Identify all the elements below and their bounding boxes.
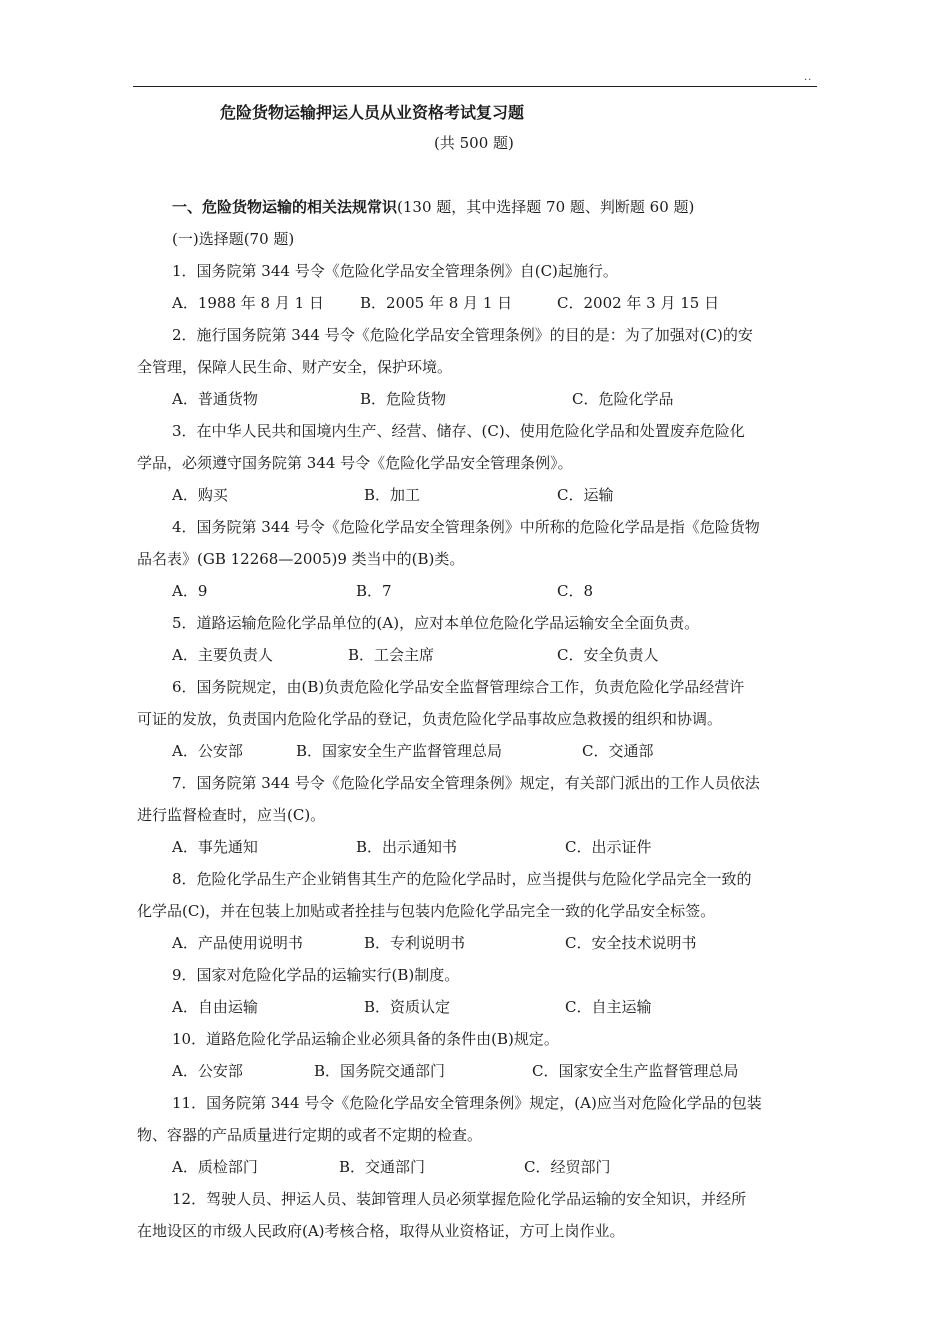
document-subtitle: (共 500 题): [434, 134, 514, 152]
question-stem: 9．国家对危险化学品的运输实行(B)制度。: [172, 966, 460, 984]
question-stem: 4．国务院第 344 号令《危险化学品安全管理条例》中所称的危险化学品是指《危险货物: [172, 518, 760, 536]
answer-option: C．国家安全生产监督管理总局: [532, 1062, 739, 1080]
answer-option: C．2002 年 3 月 15 日: [557, 294, 720, 312]
answer-option: B．出示通知书: [356, 838, 458, 856]
section-heading-bold: 一、危险货物运输的相关法规常识: [172, 198, 398, 216]
answer-option: C．危险化学品: [572, 390, 674, 408]
question-stem-continuation: 在地设区的市级人民政府(A)考核合格，取得从业资格证，方可上岗作业。: [137, 1222, 625, 1240]
answer-option: C．经贸部门: [524, 1158, 611, 1176]
answer-option: B．工会主席: [348, 646, 435, 664]
answer-option: A．9: [172, 582, 208, 600]
question-stem: 11．国务院第 344 号令《危险化学品安全管理条例》规定，(A)应当对危险化学品的包装: [172, 1094, 762, 1112]
answer-option: A．1988 年 8 月 1 日: [172, 294, 324, 312]
answer-option: A．质检部门: [172, 1158, 258, 1176]
question-stem-continuation: 进行监督检查时，应当(C)。: [137, 806, 326, 824]
question-stem: 3．在中华人民共和国境内生产、经营、储存、(C)、使用危险化学品和处置废弃危险化: [172, 422, 745, 440]
question-stem: 6．国务院规定，由(B)负责危险化学品安全监督管理综合工作，负责危险化学品经营许: [172, 678, 745, 696]
subsection-heading: (一)选择题(70 题): [172, 230, 295, 248]
answer-option: A．产品使用说明书: [172, 934, 303, 952]
question-stem-continuation: 化学品(C)，并在包装上加贴或者拴挂与包装内危险化学品完全一致的化学品安全标签。: [137, 902, 716, 920]
answer-option: C．安全负责人: [557, 646, 659, 664]
answer-option: C．安全技术说明书: [565, 934, 697, 952]
answer-option: B．危险货物: [360, 390, 447, 408]
document-title: 危险货物运输押运人员从业资格考试复习题: [220, 103, 525, 122]
question-stem-continuation: 物、容器的产品质量进行定期的或者不定期的检查。: [137, 1126, 483, 1144]
answer-option: A．普通货物: [172, 390, 258, 408]
question-stem-continuation: 学品，必须遵守国务院第 344 号令《危险化学品安全管理条例》。: [137, 454, 573, 472]
answer-option: B．2005 年 8 月 1 日: [360, 294, 513, 312]
question-stem: 8．危险化学品生产企业销售其生产的危险化学品时，应当提供与危险化学品完全一致的: [172, 870, 752, 888]
answer-option: B．国务院交通部门: [314, 1062, 446, 1080]
question-stem-continuation: 全管理，保障人民生命、财产安全，保护环境。: [137, 358, 453, 376]
answer-option: B．交通部门: [339, 1158, 426, 1176]
answer-option: B．专利说明书: [364, 934, 466, 952]
question-stem: 12．驾驶人员、押运人员、装卸管理人员必须掌握危险化学品运输的安全知识，并经所: [172, 1190, 747, 1208]
answer-option: A．事先通知: [172, 838, 258, 856]
header-rule: [133, 86, 817, 87]
answer-option: B．资质认定: [364, 998, 451, 1016]
section-heading-note: (130 题，其中选择题 70 题、判断题 60 题): [397, 198, 695, 216]
answer-option: A．购买: [172, 486, 228, 504]
header-mark: ..: [804, 72, 813, 83]
question-stem-continuation: 品名表》(GB 12268—2005)9 类当中的(B)类。: [137, 550, 465, 568]
answer-option: C．交通部: [582, 742, 654, 760]
question-stem: 2．施行国务院第 344 号令《危险化学品安全管理条例》的目的是：为了加强对(C)的安: [172, 326, 753, 344]
answer-option: A．公安部: [172, 742, 243, 760]
question-stem-continuation: 可证的发放，负责国内危险化学品的登记，负责危险化学品事故应急救援的组织和协调。: [137, 710, 723, 728]
answer-option: C．8: [557, 582, 594, 600]
question-stem: 5．道路运输危险化学品单位的(A)，应对本单位危险化学品运输安全全面负责。: [172, 614, 700, 632]
question-stem: 10．道路危险化学品运输企业必须具备的条件由(B)规定。: [172, 1030, 559, 1048]
question-stem: 1．国务院第 344 号令《危险化学品安全管理条例》自(C)起施行。: [172, 262, 618, 280]
answer-option: C．出示证件: [565, 838, 652, 856]
answer-option: C．自主运输: [565, 998, 652, 1016]
answer-option: B．加工: [364, 486, 421, 504]
answer-option: A．公安部: [172, 1062, 243, 1080]
answer-option: A．主要负责人: [172, 646, 273, 664]
question-stem: 7．国务院第 344 号令《危险化学品安全管理条例》规定，有关部门派出的工作人员依法: [172, 774, 760, 792]
answer-option: C．运输: [557, 486, 614, 504]
answer-option: A．自由运输: [172, 998, 258, 1016]
section-heading: [172, 198, 694, 216]
answer-option: B．国家安全生产监督管理总局: [296, 742, 503, 760]
answer-option: B．7: [356, 582, 392, 600]
